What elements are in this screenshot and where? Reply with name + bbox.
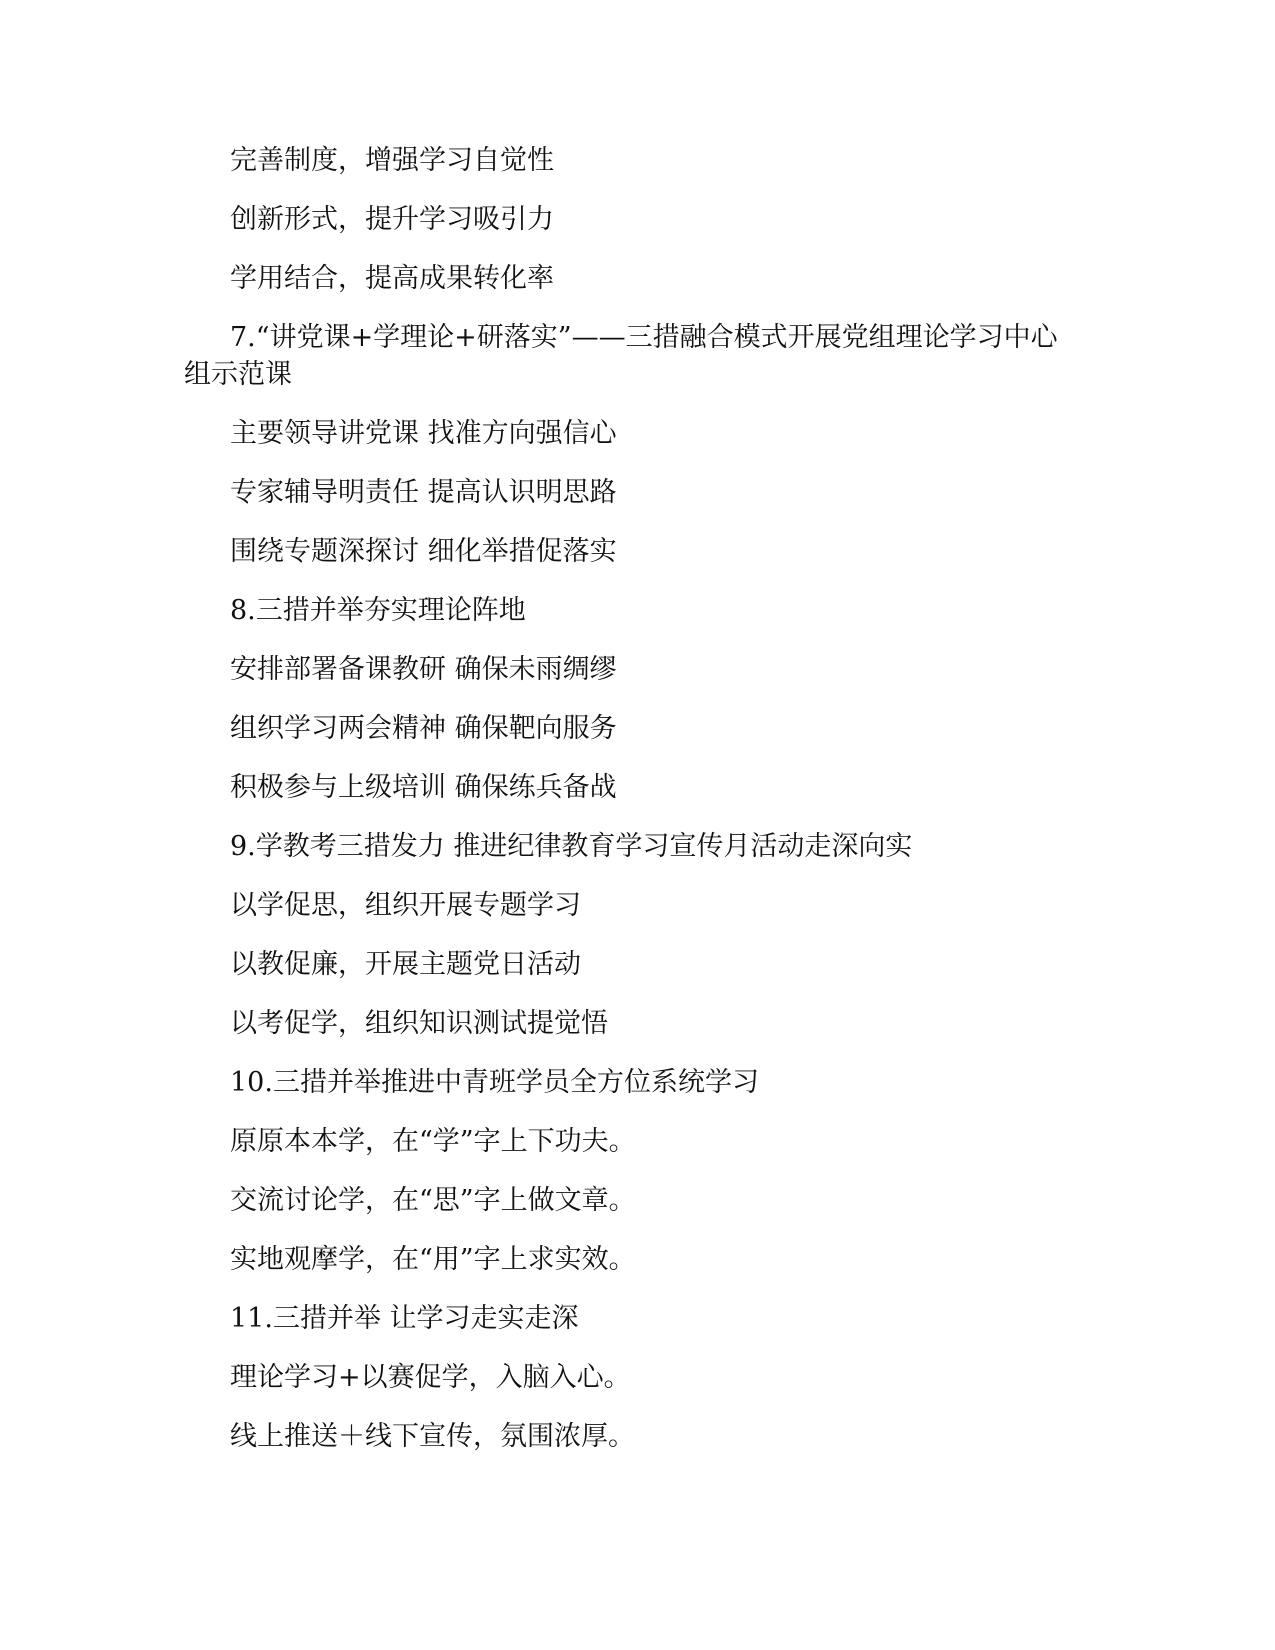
list-item: 完善制度，增强学习自觉性 xyxy=(230,145,554,176)
list-item: 以考促学，组织知识测试提觉悟 xyxy=(230,1008,608,1039)
list-item: 组织学习两会精神 确保靶向服务 xyxy=(230,713,617,744)
section-heading: 11.三措并举 让学习走实走深 xyxy=(230,1303,579,1334)
list-item: 以学促思，组织开展专题学习 xyxy=(230,890,581,921)
list-item: 交流讨论学，在“思”字上做文章。 xyxy=(230,1185,636,1216)
section-heading: 9.学教考三措发力 推进纪律教育学习宣传月活动走深向实 xyxy=(230,831,913,862)
list-item: 专家辅导明责任 提高认识明思路 xyxy=(230,477,617,508)
list-item: 围绕专题深探讨 细化举措促落实 xyxy=(230,536,617,567)
document-body xyxy=(184,142,1084,1477)
list-item: 创新形式，提升学习吸引力 xyxy=(230,204,554,235)
list-item: 学用结合，提高成果转化率 xyxy=(230,263,554,294)
list-item: 积极参与上级培训 确保练兵备战 xyxy=(230,772,617,803)
list-item: 线上推送＋线下宣传，氛围浓厚。 xyxy=(230,1421,635,1452)
list-item: 实地观摩学，在“用”字上求实效。 xyxy=(230,1244,636,1275)
section-heading: 10.三措并举推进中青班学员全方位系统学习 xyxy=(230,1067,759,1098)
section-heading: 8.三措并举夯实理论阵地 xyxy=(230,595,526,626)
list-item: 以教促廉，开展主题党日活动 xyxy=(230,949,581,980)
list-item: 安排部署备课教研 确保未雨绸缪 xyxy=(230,654,617,685)
section-heading: 7.“讲党课+学理论+研落实”——三措融合模式开展党组理论学习中心组示范课 xyxy=(184,322,1058,390)
list-item: 原原本本学，在“学”字上下功夫。 xyxy=(230,1126,636,1157)
list-item: 理论学习+以赛促学，入脑入心。 xyxy=(230,1362,631,1393)
list-item: 主要领导讲党课 找准方向强信心 xyxy=(230,418,617,449)
